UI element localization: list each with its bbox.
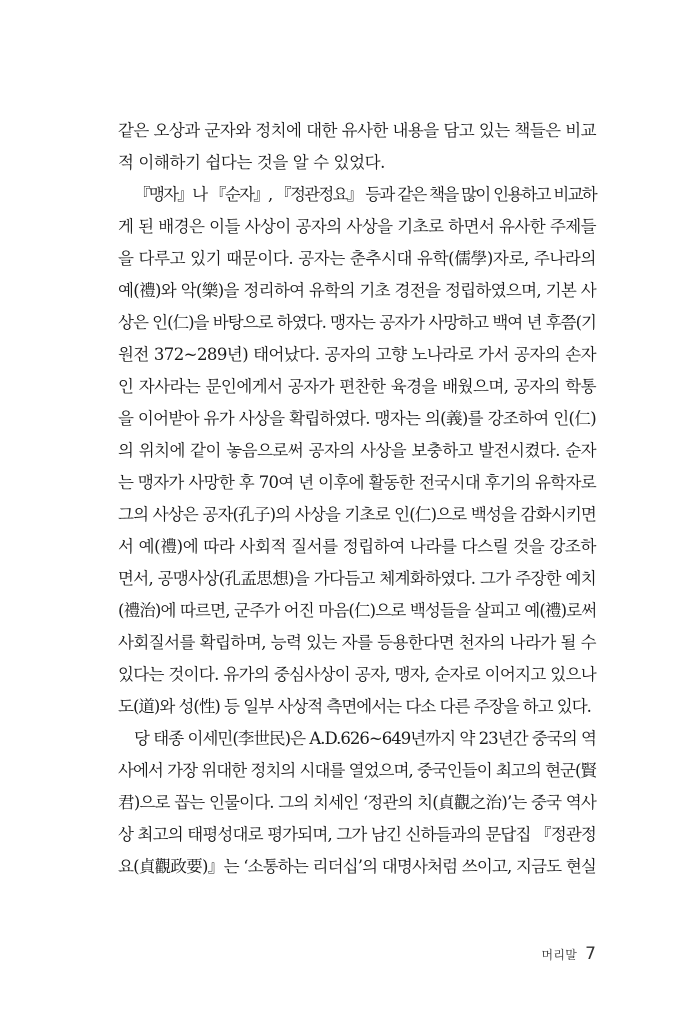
- body-text: [118, 115, 596, 883]
- page-number: 7: [585, 944, 596, 964]
- page-footer: [541, 944, 596, 964]
- text-line: 는 맹자가 사망한 후 70여 년 이후에 활동한 전국시대 후기의 유학자로: [118, 473, 596, 492]
- text-line: 인 자사라는 문인에게서 공자가 편찬한 육경을 배웠으며, 공자의 학통: [118, 377, 596, 396]
- text-line: 『맹자』나 『순자』, 『정관정요』 등과 같은 책을 많이 인용하고 비교하: [134, 185, 596, 204]
- text-line: 게 된 배경은 이들 사상이 공자의 사상을 기초로 하면서 유사한 주제들: [118, 217, 596, 236]
- text-line: 서 예(禮)에 따라 사회적 질서를 정립하여 나라를 다스릴 것을 강조하: [118, 537, 596, 556]
- text-line: 적 이해하기 쉽다는 것을 알 수 있었다.: [118, 153, 385, 172]
- text-line: 요(貞觀政要)』는 ‘소통하는 리더십’의 대명사처럼 쓰이고, 지금도 현실: [118, 857, 596, 876]
- text-line: 면서, 공맹사상(孔孟思想)을 가다듬고 체계화하였다. 그가 주장한 예치: [118, 569, 596, 588]
- text-line: 그의 사상은 공자(孔子)의 사상을 기초로 인(仁)으로 백성을 감화시키면: [118, 505, 596, 524]
- text-line: 의 위치에 같이 놓음으로써 공자의 사상을 보충하고 발전시켰다. 순자: [118, 441, 596, 460]
- text-line: (禮治)에 따르면, 군주가 어진 마음(仁)으로 백성들을 살피고 예(禮)로써: [118, 601, 597, 620]
- text-line: 도(道)와 성(性) 등 일부 사상적 측면에서는 다소 다른 주장을 하고 있다.: [118, 697, 591, 716]
- text-line: 사회질서를 확립하며, 능력 있는 자를 등용한다면 천자의 나라가 될 수: [118, 633, 596, 652]
- text-line: 당 태종 이세민(李世民)은 A.D.626~649년까지 약 23년간 중국의 역: [134, 729, 596, 748]
- text-line: 있다는 것이다. 유가의 중심사상이 공자, 맹자, 순자로 이어지고 있으나: [118, 665, 596, 684]
- running-head: 머리말: [541, 948, 578, 962]
- text-line: 을 이어받아 유가 사상을 확립하였다. 맹자는 의(義)를 강조하여 인(仁): [118, 409, 596, 428]
- text-line: 예(禮)와 악(樂)을 정리하여 유학의 기초 경전을 정립하였으며, 기본 사: [118, 281, 596, 300]
- text-line: 을 다루고 있기 때문이다. 공자는 춘추시대 유학(儒學)자로, 주나라의: [118, 249, 596, 268]
- text-line: 君)으로 꼽는 인물이다. 그의 치세인 ‘정관의 치(貞觀之治)’는 중국 역사: [118, 793, 596, 812]
- text-line: 원전 372~289년) 태어났다. 공자의 고향 노나라로 가서 공자의 손자: [118, 345, 596, 364]
- text-line: 상 최고의 태평성대로 평가되며, 그가 남긴 신하들과의 문답집 『정관정: [118, 825, 596, 844]
- text-line: 같은 오상과 군자와 정치에 대한 유사한 내용을 담고 있는 책들은 비교: [118, 121, 596, 140]
- text-line: 사에서 가장 위대한 정치의 시대를 열었으며, 중국인들이 최고의 현군(賢: [118, 761, 596, 780]
- text-line: 상은 인(仁)을 바탕으로 하였다. 맹자는 공자가 사망하고 백여 년 후쯤(기: [118, 313, 596, 332]
